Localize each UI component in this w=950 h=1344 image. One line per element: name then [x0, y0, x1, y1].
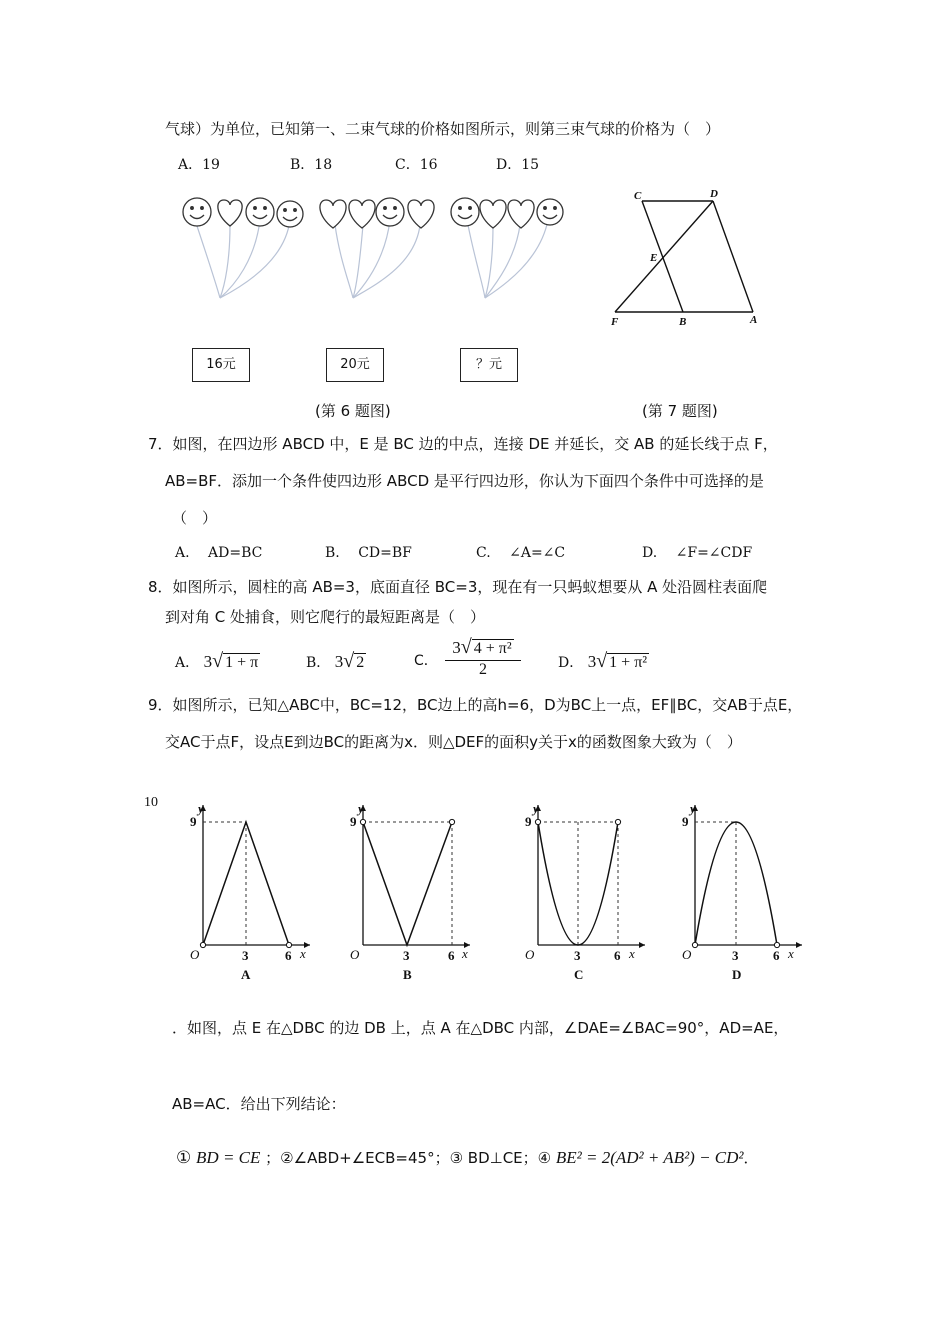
heart-balloon-icon	[508, 200, 534, 228]
graph-b	[350, 801, 470, 982]
q6-option-a: A．19	[178, 157, 220, 173]
price-box-3: ？元	[460, 348, 518, 382]
graph-d-y-label: y	[690, 801, 696, 816]
heart-balloon-icon	[408, 200, 434, 228]
q9-text-line2: 交AC于点F，设点E到边BC的距离为x．则△DEF的面积y关于x的函数图象大致为（ ）	[165, 733, 742, 751]
graph-d-y-tick: 9	[682, 814, 689, 829]
heart-balloon-icon	[480, 200, 506, 228]
balloon-figure	[175, 190, 575, 310]
heart-balloon-icon	[349, 200, 375, 228]
graph-c-x-tick-6: 6	[614, 948, 621, 963]
graph-b-origin: O	[350, 947, 360, 962]
q8-option-a: A． 3√ 1 + π	[175, 650, 259, 672]
balloon-strings	[195, 220, 548, 298]
smiley-balloon-icon	[376, 198, 404, 226]
price-box-1: 16元	[192, 348, 250, 382]
q8-option-c-label: C．	[414, 653, 438, 669]
label-f: F	[611, 316, 619, 328]
label-c: C	[634, 190, 642, 202]
q7-figure-caption: (第 7 题图)	[642, 402, 718, 420]
graph-c-y-tick: 9	[525, 814, 532, 829]
graph-a-x-tick-6: 6	[285, 948, 292, 963]
q6-option-b: B．18	[290, 157, 333, 173]
graph-c-x-label: x	[629, 946, 635, 961]
heart-balloon-icon	[218, 200, 242, 226]
q6-option-d: D．15	[496, 157, 540, 173]
graph-c-label: C	[574, 967, 584, 982]
smiley-balloon-icon	[537, 199, 563, 225]
graph-b-x-label: x	[462, 946, 468, 961]
q10-text-line1: ．如图，点 E 在△DBC 的边 DB 上，点 A 在△DBC 内部，∠DAE=∠BAC=90°，AD=AE，	[172, 1019, 789, 1037]
graph-c-origin: O	[525, 947, 535, 962]
q7-text-line3: （ ）	[172, 509, 218, 527]
graph-a-x-tick-3: 3	[242, 948, 249, 963]
q8-option-b: B． 3√ 2	[306, 650, 365, 672]
q6-text-line1: 气球）为单位，已知第一、二束气球的价格如图所示，则第三束气球的价格为（ ）	[165, 120, 721, 138]
q8-option-c: 3√ 4 + π² 2	[445, 636, 521, 679]
smiley-balloon-icon	[451, 198, 479, 226]
q10-text-line2: AB=AC．给出下列结论：	[172, 1095, 346, 1113]
q8-text-line2: 到对角 C 处捕食，则它爬行的最短距离是（ ）	[165, 608, 486, 626]
q7-option-d: D. ∠F=∠CDF	[642, 545, 753, 561]
graph-b-label: B	[403, 967, 412, 982]
graph-c	[525, 801, 645, 982]
graph-d-origin: O	[682, 947, 692, 962]
label-e: E	[650, 252, 658, 264]
graph-a-y-tick: 9	[190, 814, 197, 829]
q7-option-a: A. AD=BC	[175, 545, 263, 561]
graph-a	[190, 801, 310, 982]
smiley-balloon-icon	[246, 198, 274, 226]
graph-d-label: D	[732, 967, 742, 982]
smiley-balloon-icon	[183, 198, 211, 226]
q9-text-line1: 9．如图所示，已知△ABC中，BC=12，BC边上的高h=6，D为BC上一点，EF∥BC，交AB于点E，	[148, 696, 803, 714]
q9-graphs	[178, 795, 818, 985]
graph-d-x-tick-6: 6	[773, 948, 780, 963]
graph-b-y-tick: 9	[350, 814, 357, 829]
q6-option-c: C．16	[395, 157, 438, 173]
graph-a-x-label: x	[300, 946, 306, 961]
price-box-2: 20元	[326, 348, 384, 382]
q10-number: 10	[144, 795, 158, 810]
graph-b-y-label: y	[358, 801, 364, 816]
label-d: D	[710, 188, 718, 200]
graph-d-x-tick-3: 3	[732, 948, 739, 963]
smiley-balloon-icon	[277, 201, 303, 227]
graph-d-x-label: x	[788, 946, 794, 961]
q7-text-line2: AB=BF．添加一个条件使四边形 ABCD 是平行四边形，你认为下面四个条件中可选择的是	[165, 472, 764, 490]
heart-balloon-icon	[320, 200, 346, 228]
q7-option-c: C. ∠A=∠C	[476, 545, 566, 561]
q8-text-line1: 8．如图所示，圆柱的高 AB=3，底面直径 BC=3，现在有一只蚂蚁想要从 A 处沿圆柱表面爬	[148, 578, 768, 596]
label-a: A	[750, 314, 758, 326]
q8-option-d: D． 3√ 1 + π²	[558, 650, 648, 672]
graph-b-x-tick-3: 3	[403, 948, 410, 963]
graph-a-origin: O	[190, 947, 200, 962]
q7-geometry-figure	[605, 185, 775, 330]
q6-figure-caption: (第 6 题图)	[315, 402, 391, 420]
graph-d	[682, 801, 802, 982]
graph-c-x-tick-3: 3	[574, 948, 581, 963]
graph-a-label: A	[241, 967, 251, 982]
q10-conclusions: ① BD = CE ；②∠ABD+∠ECB=45°；③ BD⊥CE；④ BE² = 2(AD² + AB²) − CD²．	[176, 1148, 759, 1168]
q7-text-line1: 7．如图，在四边形 ABCD 中，E 是 BC 边的中点，连接 DE 并延长，交 AB 的延长线于点 F，	[148, 435, 778, 453]
q7-option-b: B. CD=BF	[325, 545, 412, 561]
label-b: B	[679, 316, 687, 328]
graph-b-x-tick-6: 6	[448, 948, 455, 963]
graph-a-y-label: y	[198, 801, 204, 816]
graph-c-y-label: y	[533, 801, 539, 816]
